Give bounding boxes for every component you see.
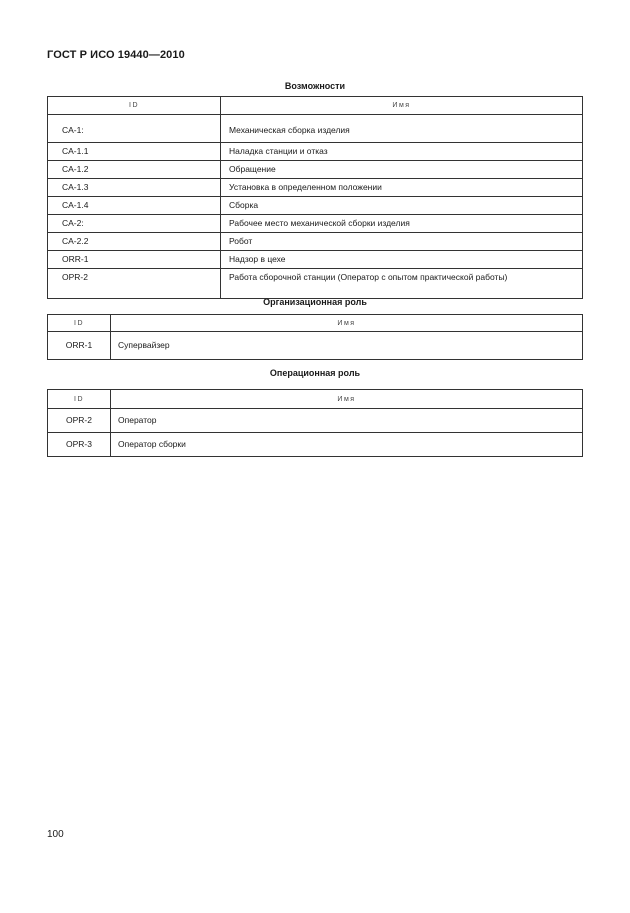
table-row bbox=[48, 115, 583, 143]
table-row bbox=[48, 233, 583, 251]
row-name: Установка в определенном положении bbox=[221, 179, 583, 197]
row-name: Супервайзер bbox=[111, 332, 583, 360]
row-name: Обращение bbox=[221, 161, 583, 179]
row-id: CA-1: bbox=[48, 115, 221, 143]
row-name: Рабочее место механической сборки изделия bbox=[221, 215, 583, 233]
capabilities-title: Возможности bbox=[284, 81, 346, 91]
operational-role-table bbox=[47, 389, 583, 457]
column-header-id: ID bbox=[48, 97, 221, 115]
row-id: ORR-1 bbox=[48, 332, 111, 360]
table-row bbox=[48, 197, 583, 215]
column-header-id: ID bbox=[48, 315, 111, 332]
row-id: OPR-2 bbox=[48, 409, 111, 433]
table-row bbox=[48, 143, 583, 161]
table-row bbox=[48, 332, 583, 360]
column-header-name: Имя bbox=[221, 97, 583, 115]
row-name: Надзор в цехе bbox=[221, 251, 583, 269]
organizational-role-table bbox=[47, 314, 583, 360]
row-name: Робот bbox=[221, 233, 583, 251]
row-id: CA-2: bbox=[48, 215, 221, 233]
table-row bbox=[48, 179, 583, 197]
table-row bbox=[48, 161, 583, 179]
table-row bbox=[48, 269, 583, 299]
row-name: Работа сборочной станции (Оператор с опытом практической работы) bbox=[221, 269, 583, 299]
table-row bbox=[48, 215, 583, 233]
column-header-id: ID bbox=[48, 390, 111, 409]
column-header-name: Имя bbox=[111, 390, 583, 409]
table-row bbox=[48, 409, 583, 433]
table-row bbox=[48, 433, 583, 457]
row-id: CA-1.4 bbox=[48, 197, 221, 215]
row-id: CA-1.2 bbox=[48, 161, 221, 179]
organizational-role-title: Организационная роль bbox=[263, 297, 367, 307]
row-name: Механическая сборка изделия bbox=[221, 115, 583, 143]
row-name: Наладка станции и отказ bbox=[221, 143, 583, 161]
row-id: OPR-2 bbox=[48, 269, 221, 299]
table-header-row bbox=[48, 97, 583, 115]
row-name: Сборка bbox=[221, 197, 583, 215]
column-header-name: Имя bbox=[111, 315, 583, 332]
row-id: CA-1.1 bbox=[48, 143, 221, 161]
table-header-row bbox=[48, 390, 583, 409]
page-number: 100 bbox=[47, 829, 64, 840]
row-id: CA-1.3 bbox=[48, 179, 221, 197]
row-id: OPR-3 bbox=[48, 433, 111, 457]
row-id: ORR-1 bbox=[48, 251, 221, 269]
row-name: Оператор bbox=[111, 409, 583, 433]
document-header: ГОСТ Р ИСО 19440—2010 bbox=[47, 49, 185, 61]
table-row bbox=[48, 251, 583, 269]
row-id: CA-2.2 bbox=[48, 233, 221, 251]
capabilities-table bbox=[47, 96, 583, 299]
row-name: Оператор сборки bbox=[111, 433, 583, 457]
table-header-row bbox=[48, 315, 583, 332]
operational-role-title: Операционная роль bbox=[269, 368, 361, 378]
